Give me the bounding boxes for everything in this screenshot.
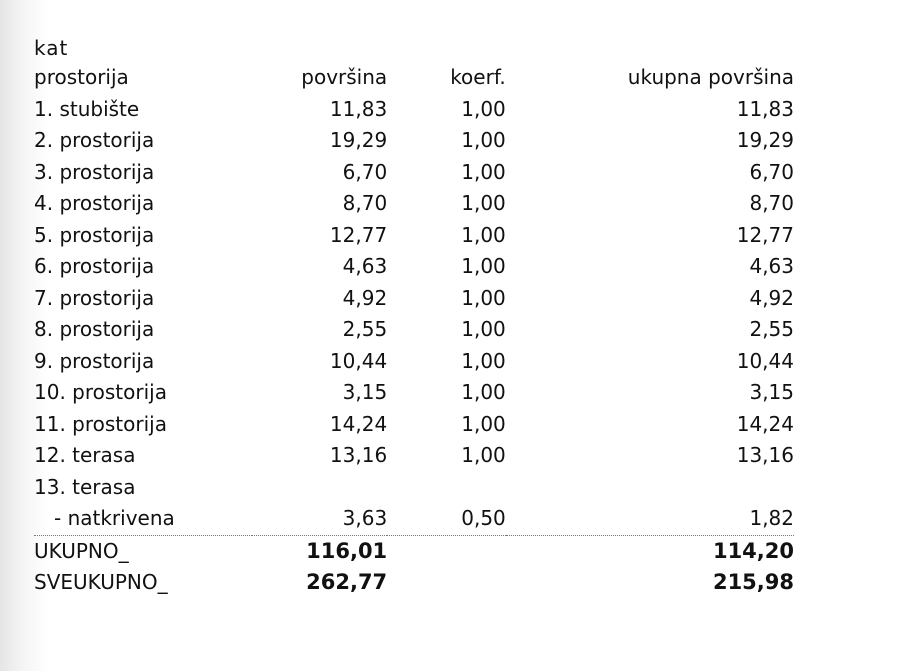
grand-total-coef [387,567,506,599]
room-coef: 1,00 [461,411,506,436]
room-coef: 1,00 [461,380,506,404]
room-area: 11,83 [329,96,388,121]
room-coef: 1,00 [461,96,506,121]
room-total: 14,24 [736,411,794,436]
room-coef: 1,00 [461,159,506,184]
grand-total-total: 215,98 [712,570,794,594]
room-coef [387,472,506,504]
room-coef: 1,00 [461,285,506,310]
room-name: 9. prostorija [34,348,155,373]
table-row [34,94,794,126]
room-area: 14,24 [329,411,388,436]
area-document [34,34,794,599]
room-coef: 1,00 [461,191,506,215]
room-area: 4,92 [342,285,388,310]
room-area: 3,15 [342,380,388,404]
room-area: 3,63 [252,503,388,535]
room-name: 12. terasa [34,443,136,467]
room-name: 1. stubište [34,96,140,121]
room-total: 3,15 [749,380,794,404]
room-area: 6,70 [342,159,388,184]
room-name: 13. terasa [34,474,136,499]
subtotal-row [34,535,794,567]
room-area: 8,70 [342,191,388,215]
room-area: 10,44 [329,348,388,373]
room-total: 1,82 [506,503,794,535]
subtotal-coef [387,535,506,567]
grand-total-label: SVEUKUPNO_ [34,570,168,594]
room-area: 19,29 [329,128,388,152]
room-name: 5. prostorija [34,222,155,247]
room-coef: 0,50 [387,503,506,535]
header-coef: koerf. [450,65,506,89]
table-row [34,503,794,535]
header-row [34,62,794,94]
room-coef: 1,00 [461,348,506,373]
room-name: 10. prostorija [34,380,167,404]
subtotal-total: 114,20 [712,538,794,563]
room-coef: 1,00 [461,254,506,278]
room-total [506,472,794,504]
room-total: 6,70 [749,159,794,184]
room-name: 4. prostorija [34,191,155,215]
room-total: 8,70 [749,191,794,215]
header-area: površina [301,65,388,89]
room-coef: 1,00 [461,443,506,467]
room-name: 11. prostorija [34,411,167,436]
room-total: 19,29 [736,128,794,152]
room-total: 4,92 [749,285,794,310]
floor-label: kat [34,36,69,60]
room-coef: 1,00 [461,317,506,341]
table-row [34,251,794,283]
room-name: 6. prostorija [34,254,155,278]
subtotal-area: 116,01 [306,538,388,563]
room-total: 2,55 [749,317,794,341]
room-total: 13,16 [736,443,794,467]
room-name: 7. prostorija [34,285,155,310]
table-row [34,188,794,220]
area-table [34,62,794,599]
room-total: 11,83 [736,96,794,121]
header-total-area: ukupna površina [627,65,794,89]
room-area: 13,16 [329,443,388,467]
table-row [34,157,794,189]
room-name: 3. prostorija [34,159,155,184]
header-room: prostorija [34,65,129,89]
table-row [34,314,794,346]
room-name: 2. prostorija [34,128,155,152]
grand-total-area: 262,77 [306,570,388,594]
table-row [34,440,794,472]
room-name: 8. prostorija [34,317,155,341]
table-row [34,472,794,504]
table-row [34,220,794,252]
room-area [252,472,388,504]
table-row [34,283,794,315]
room-name: - natkrivena [34,503,252,535]
table-row [34,346,794,378]
room-total: 4,63 [749,254,794,278]
room-area: 2,55 [342,317,388,341]
room-total: 10,44 [736,348,794,373]
room-area: 4,63 [342,254,388,278]
subtotal-label: UKUPNO_ [34,538,129,563]
table-row [34,125,794,157]
room-coef: 1,00 [461,222,506,247]
grand-total-row [34,567,794,599]
table-row [34,377,794,409]
table-row [34,409,794,441]
room-area: 12,77 [329,222,388,247]
room-total: 12,77 [736,222,794,247]
room-coef: 1,00 [461,128,506,152]
